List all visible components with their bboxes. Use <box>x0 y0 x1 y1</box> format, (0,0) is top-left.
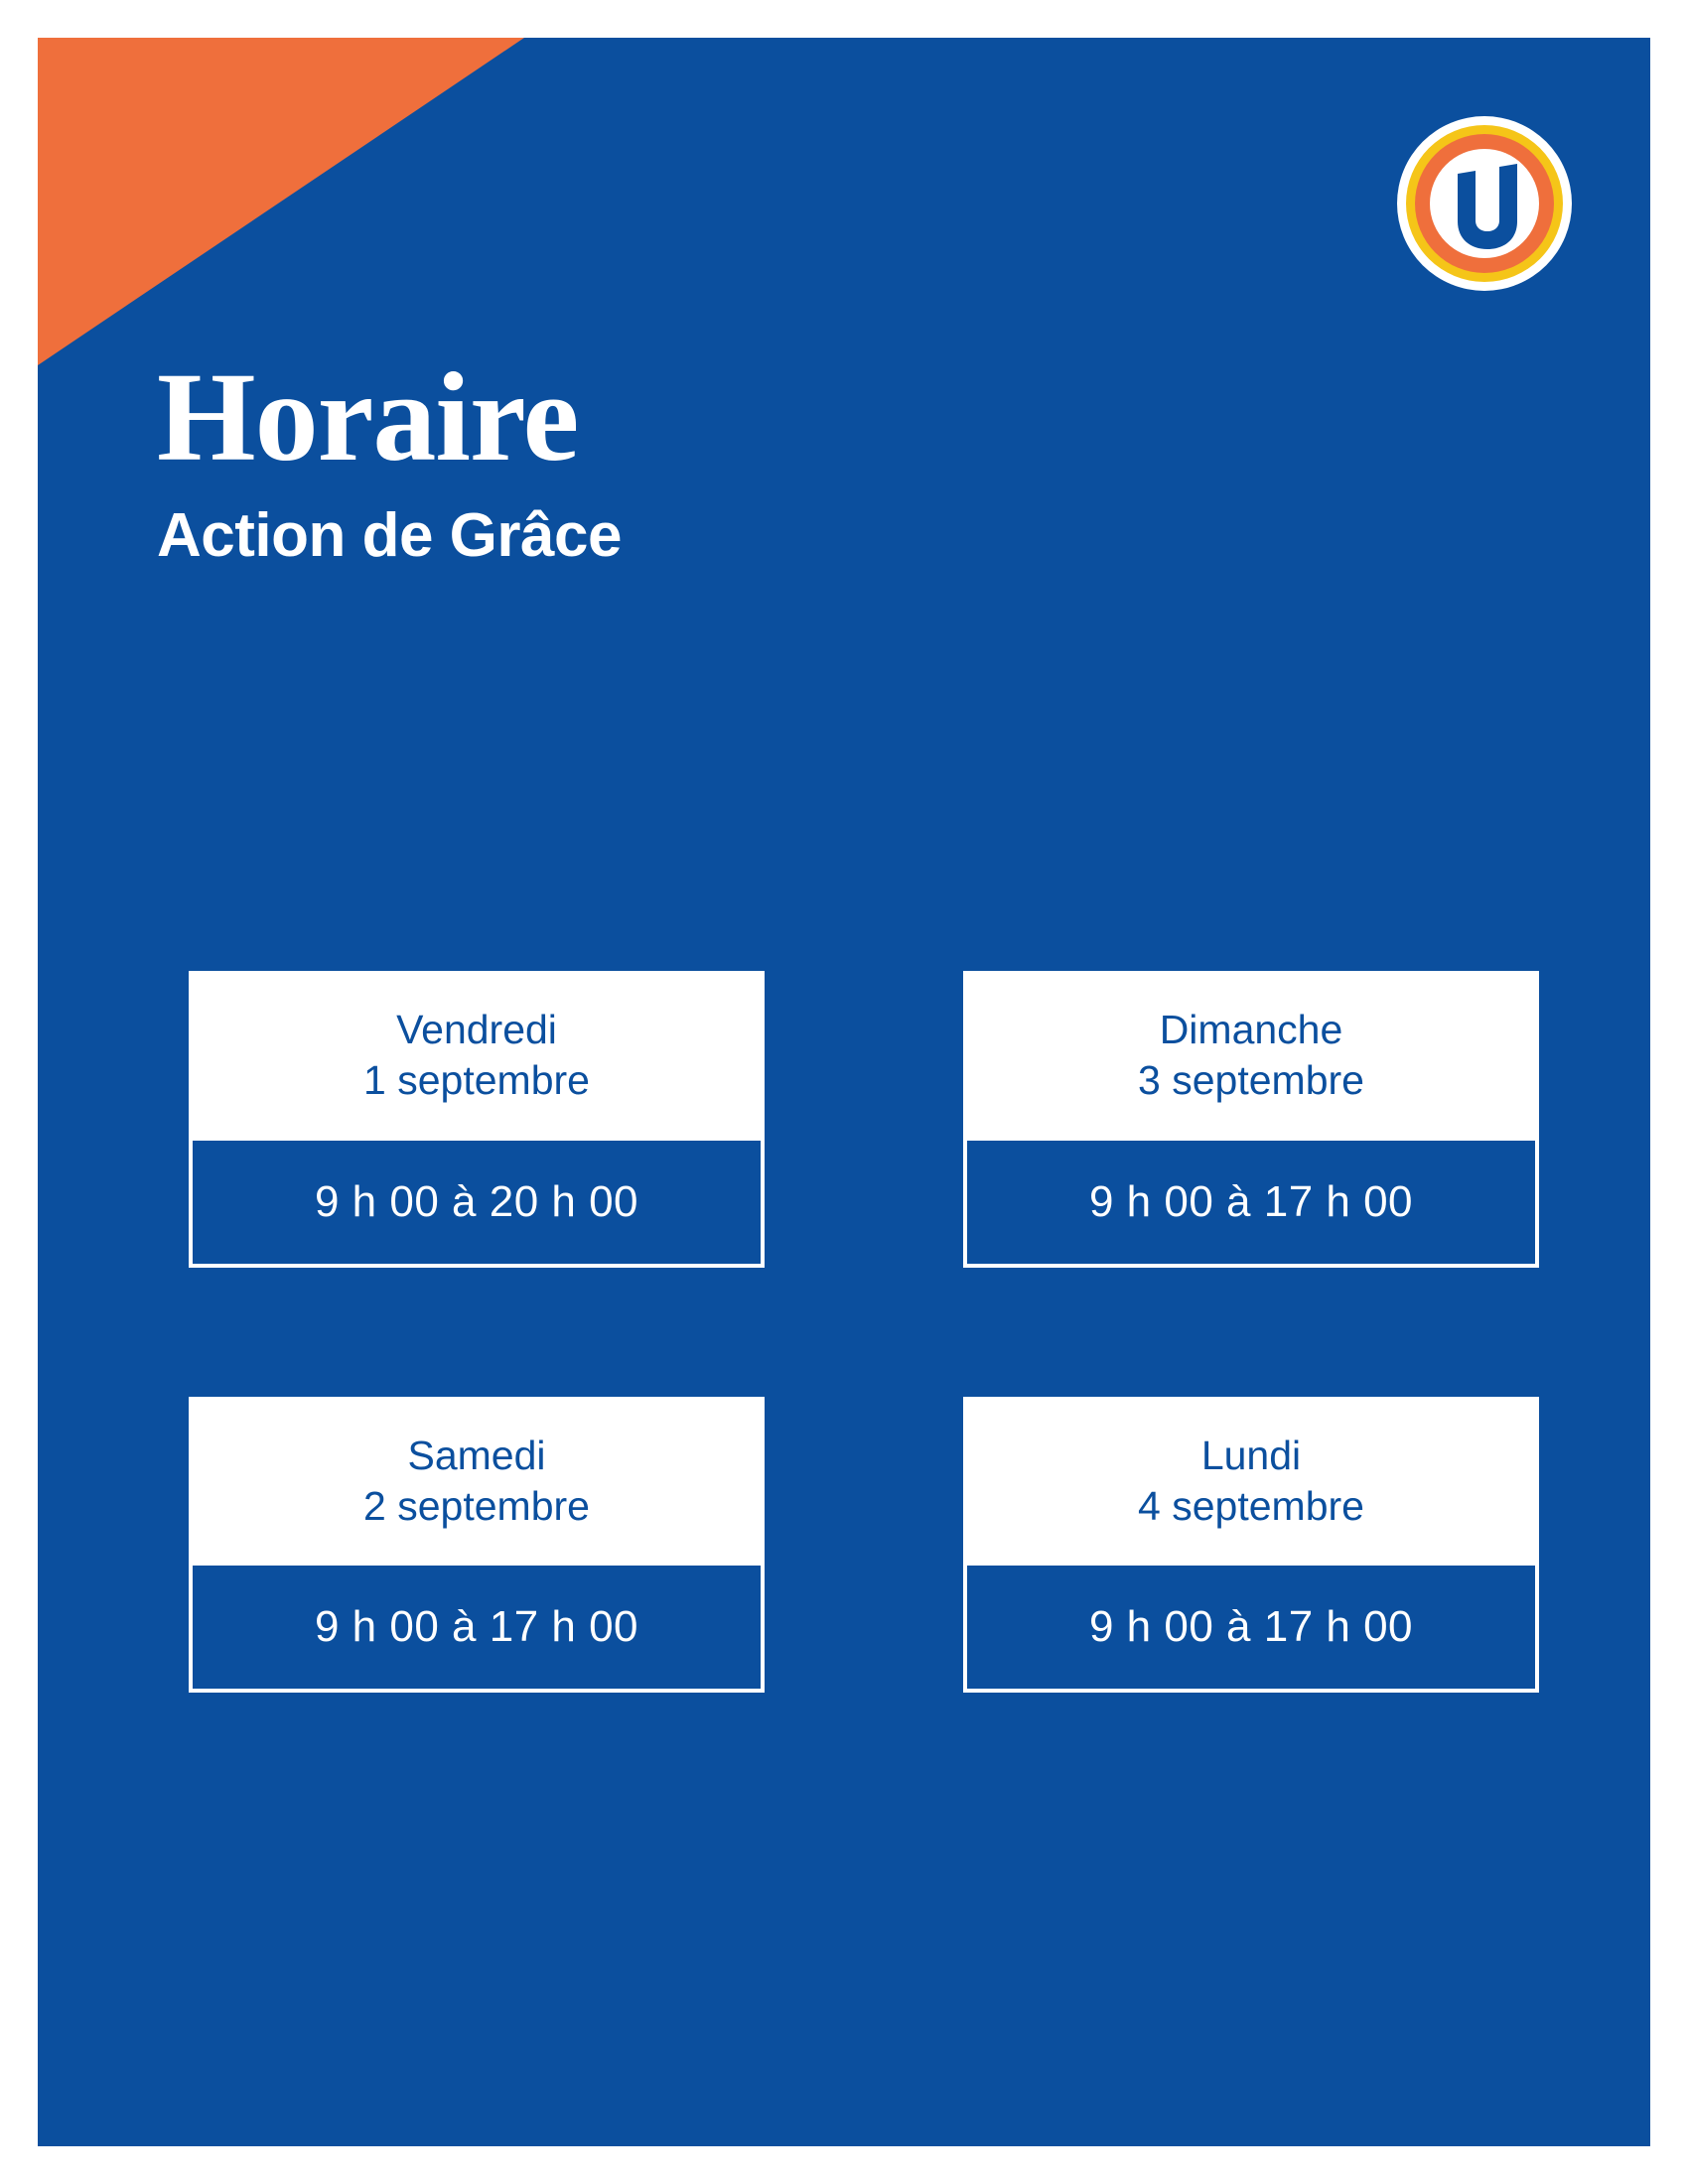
schedule-card-header <box>193 1401 761 1567</box>
schedule-date-label: 3 septembre <box>1138 1057 1364 1104</box>
schedule-date-label: 2 septembre <box>363 1482 590 1529</box>
brand-logo <box>1396 115 1573 292</box>
schedule-day-label: Samedi <box>407 1432 546 1478</box>
schedule-hours-label: 9 h 00 à 20 h 00 <box>193 1141 761 1264</box>
schedule-day-label: Dimanche <box>1159 1007 1343 1052</box>
schedule-card <box>963 971 1539 1268</box>
schedule-hours-label: 9 h 00 à 17 h 00 <box>193 1566 761 1689</box>
schedule-date-label: 1 septembre <box>363 1057 590 1104</box>
schedule-grid <box>189 971 1539 1693</box>
page-subtitle: Action de Grâce <box>157 501 622 570</box>
schedule-day-label: Lundi <box>1200 1432 1302 1478</box>
schedule-date-label: 4 septembre <box>1138 1482 1364 1529</box>
schedule-card-header <box>967 975 1535 1141</box>
schedule-hours-label: 9 h 00 à 17 h 00 <box>967 1566 1535 1689</box>
schedule-card-header <box>967 1401 1535 1567</box>
poster-canvas <box>38 38 1650 2146</box>
schedule-card <box>189 971 765 1268</box>
schedule-hours-label: 9 h 00 à 17 h 00 <box>967 1141 1535 1264</box>
schedule-card-header <box>193 975 761 1141</box>
page-title: Horaire <box>157 346 579 487</box>
schedule-card <box>189 1397 765 1694</box>
title-block <box>157 346 1150 570</box>
schedule-card <box>963 1397 1539 1694</box>
schedule-day-label: Vendredi <box>396 1007 557 1052</box>
orange-diagonal-decoration <box>38 38 524 365</box>
